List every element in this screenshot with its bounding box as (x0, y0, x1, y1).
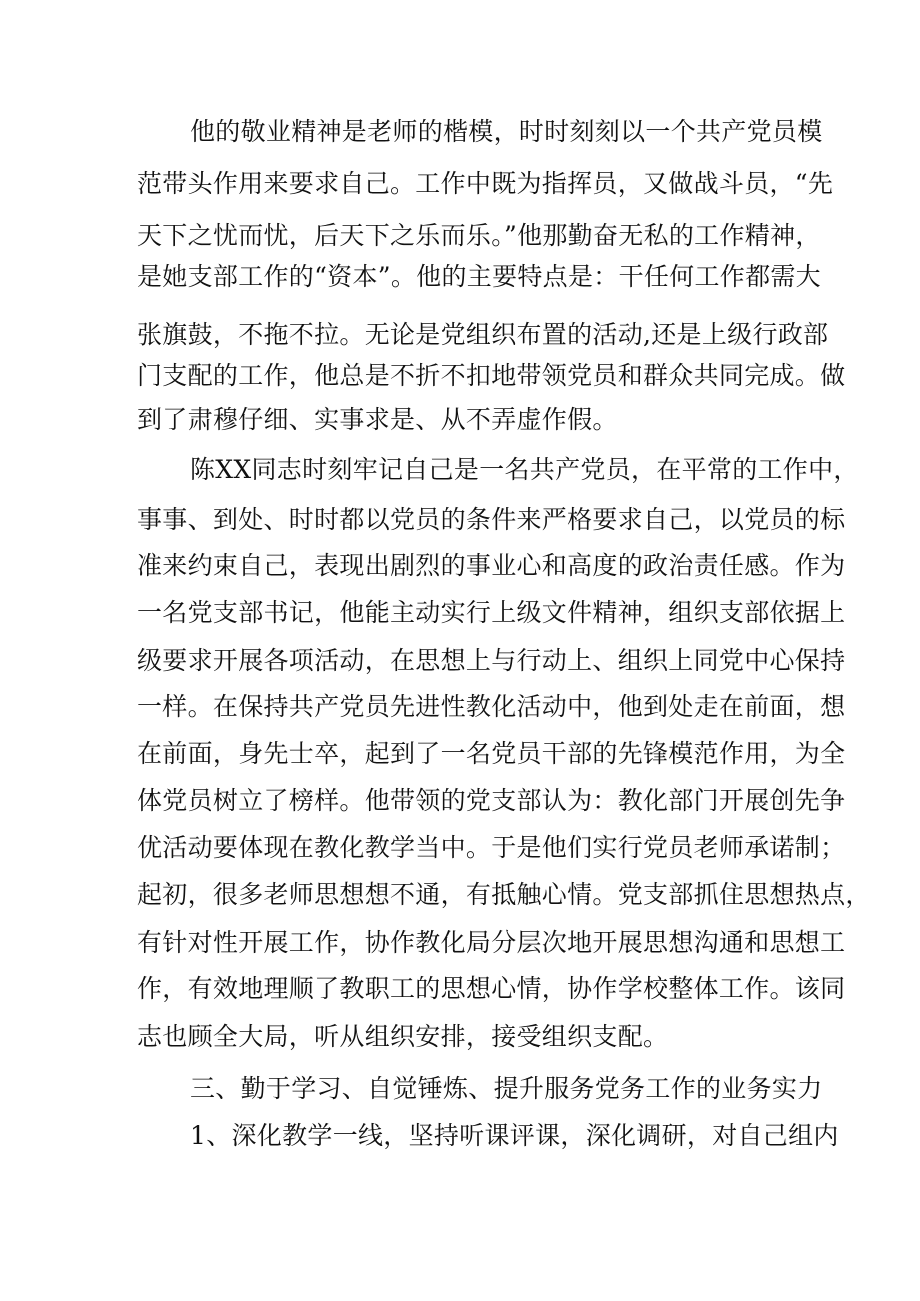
paragraph-line: 有针对性开展工作，协作教化局分层次地开展思想沟通和思想工 (137, 928, 846, 957)
paragraph-line: 事事、到处、时时都以党员的条件来严格要求自己，以党员的标 (137, 505, 846, 534)
paragraph-line: 到了肃穆仔细、实事求是、从不弄虚作假。 (137, 405, 618, 434)
paragraph-line: 准来约束自己，表现出剧烈的事业心和高度的政治责任感。作为 (137, 551, 846, 580)
paragraph-line: 是她支部工作的“资本”。他的主要特点是：干任何工作都需大 (137, 262, 821, 291)
paragraph-line: 他的敬业精神是老师的楷模，时时刻刻以一个共产党员模 (190, 117, 823, 146)
paragraph-line: 张旗鼓，不拖不拉。无论是党组织布置的活动,还是上级行政部 (137, 320, 829, 349)
paragraph-line: 优活动要体现在教化教学当中。于是他们实行党员老师承诺制； (137, 833, 846, 862)
paragraph-line: 一名党支部书记，他能主动实行上级文件精神，组织支部依据上 (137, 598, 846, 627)
paragraph-line: 陈XX同志时刻牢记自己是一名共产党员，在平常的工作中， (190, 455, 859, 484)
paragraph-line: 天下之忧而忧，后天下之乐而乐。”他那勤奋无私的工作精神， (137, 221, 821, 250)
paragraph-line: 体党员树立了榜样。他带领的党支部认为：教化部门开展创先争 (137, 786, 846, 815)
paragraph-line: 门支配的工作，他总是不折不扣地带领党员和群众共同完成。做 (137, 361, 846, 390)
section-heading: 三、勤于学习、自觉锤炼、提升服务党务工作的业务实力 (190, 1074, 823, 1103)
paragraph-line: 作，有效地理顺了教职工的思想心情，协作学校整体工作。该同 (137, 974, 846, 1003)
paragraph-line: 志也顾全大局，听从组织安排，接受组织支配。 (137, 1022, 669, 1051)
paragraph-line: 在前面，身先士卒，起到了一名党员干部的先锋模范作用，为全 (137, 739, 846, 768)
paragraph-line: 1、深化教学一线，坚持听课评课，深化调研，对自己组内 (190, 1121, 839, 1150)
paragraph-line: 一样。在保持共产党员先进性教化活动中，他到处走在前面，想 (137, 692, 846, 721)
paragraph-line: 级要求开展各项活动，在思想上与行动上、组织上同党中心保持 (137, 646, 846, 675)
paragraph-line: 范带头作用来要求自己。工作中既为指挥员，又做战斗员，“先 (137, 169, 834, 198)
paragraph-line: 起初，很多老师思想想不通，有抵触心情。党支部抓住思想热点， (137, 880, 871, 909)
